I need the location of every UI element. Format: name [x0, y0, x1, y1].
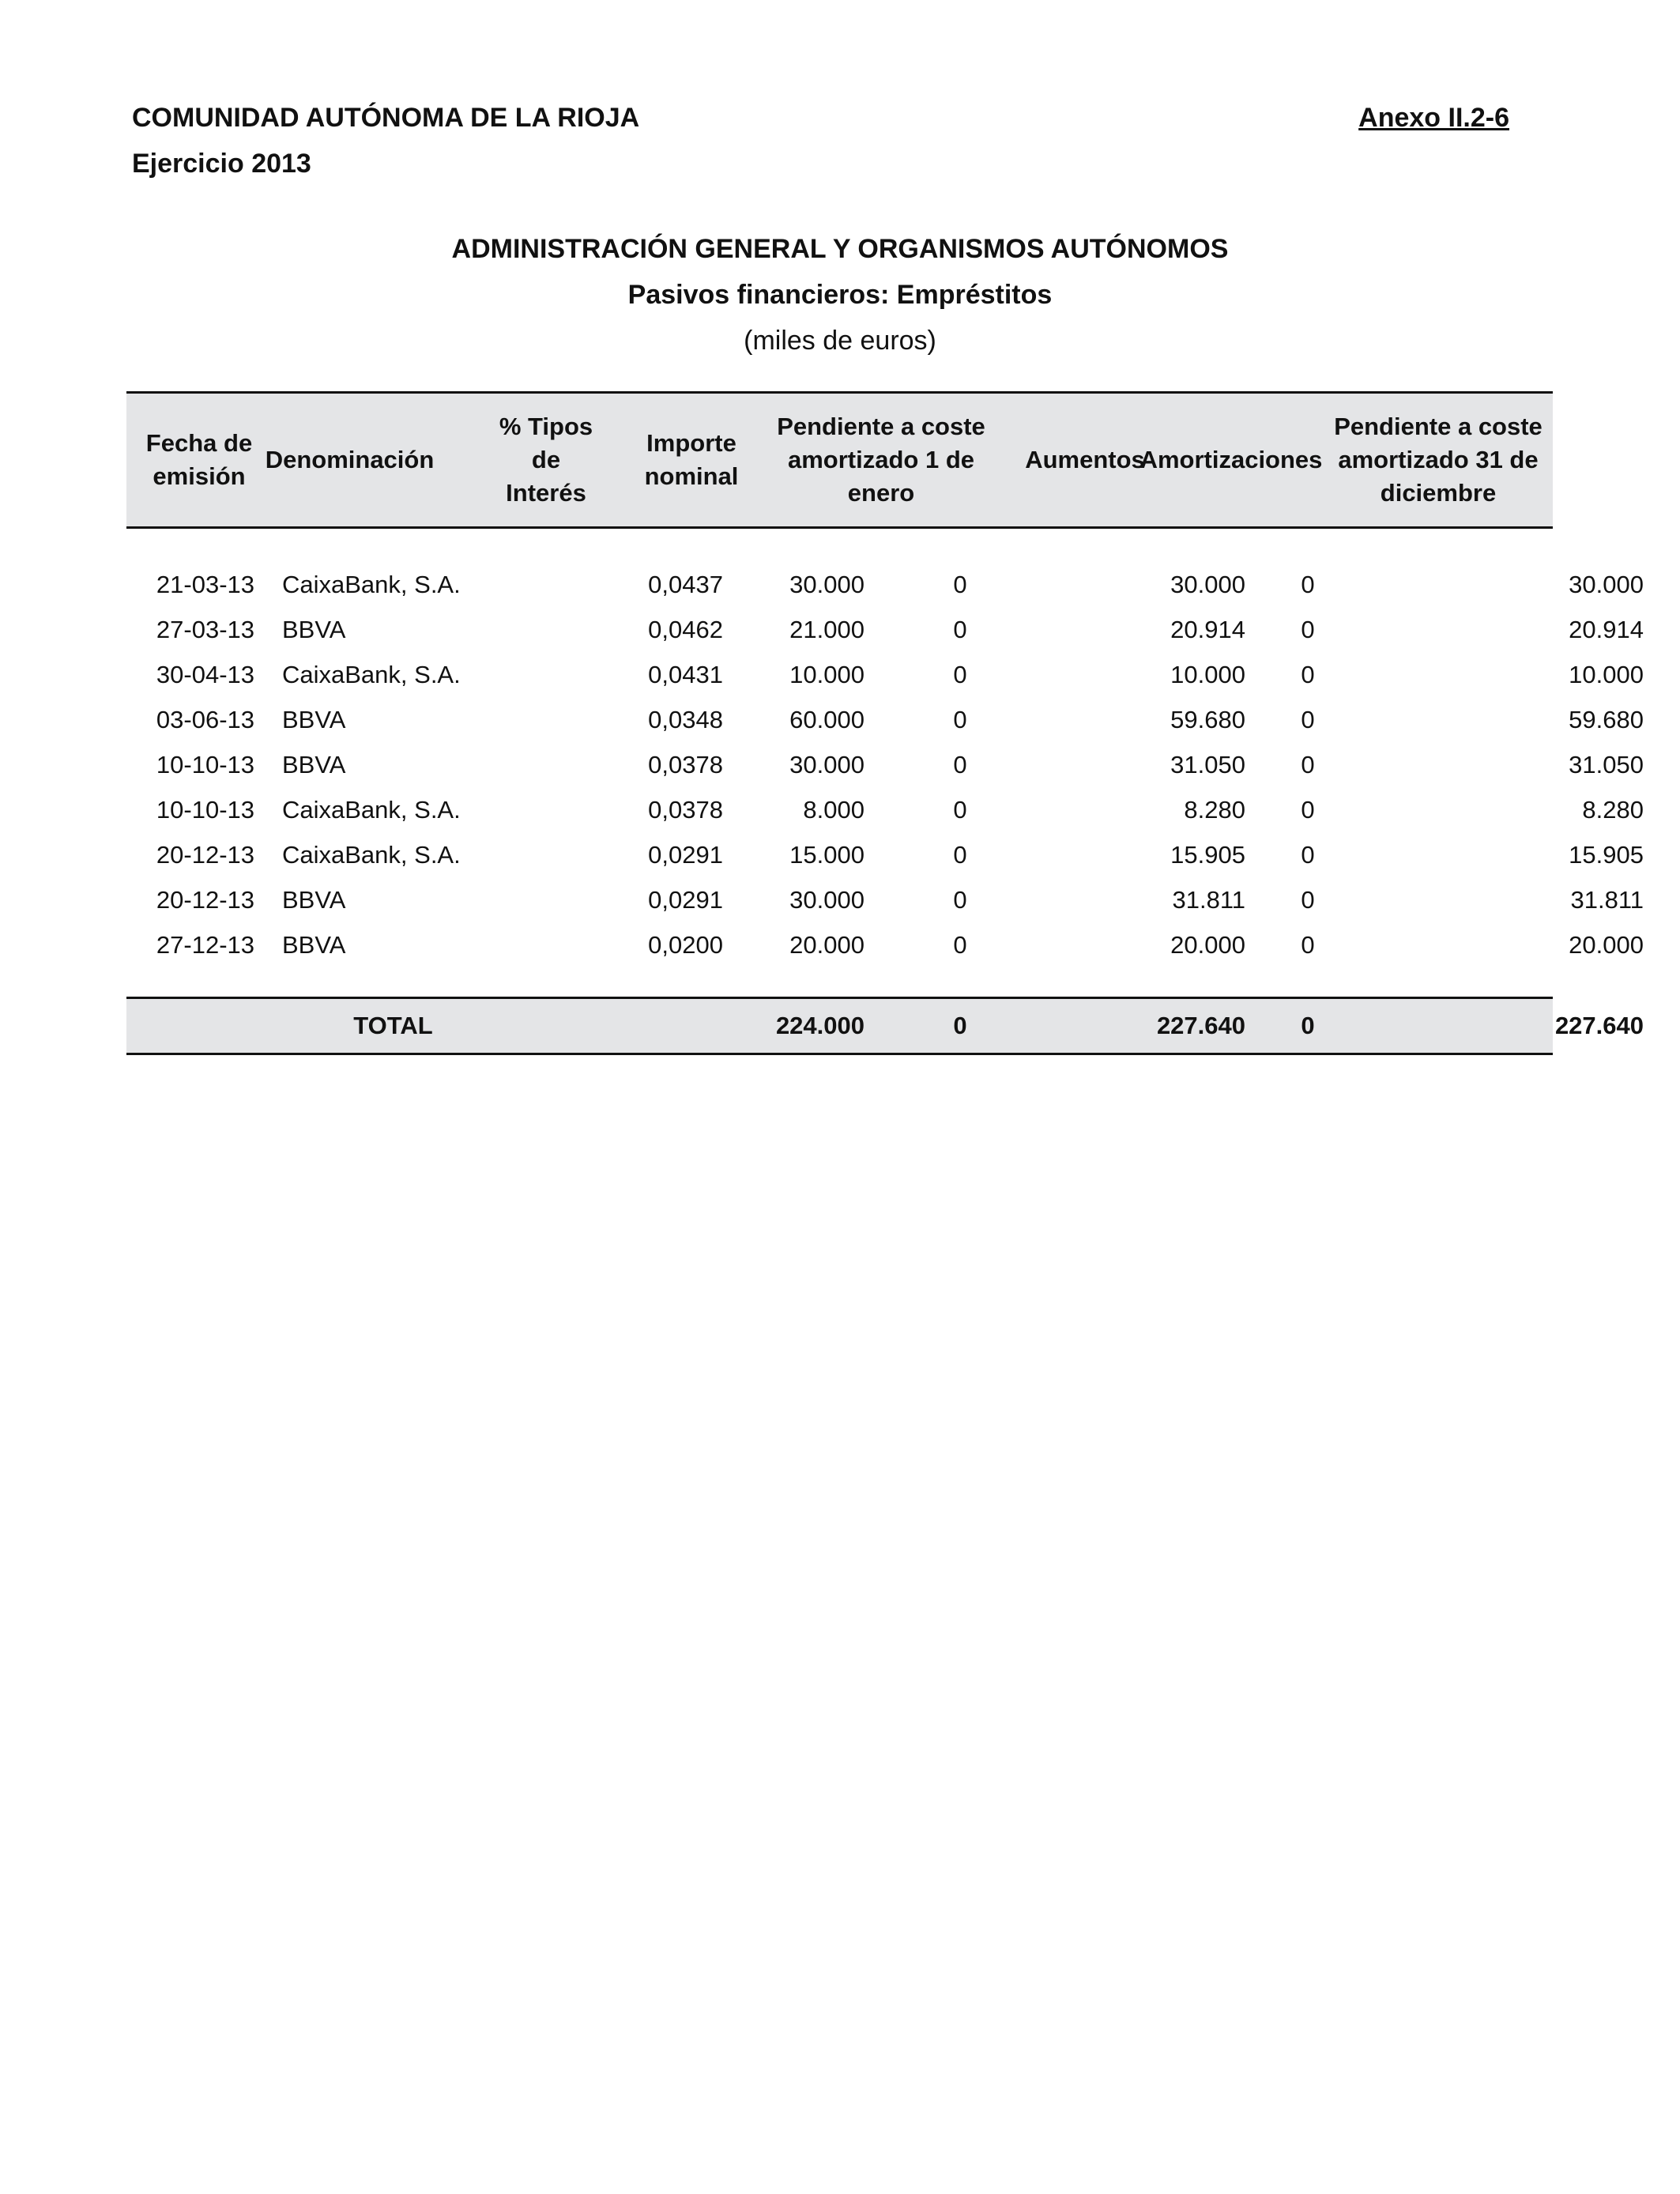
table-row — [126, 922, 1644, 967]
cell-fecha: 21-03-13 — [156, 571, 254, 598]
cell-pendiente-fin: 31.050 — [1569, 751, 1644, 778]
cell-importe: 15.000 — [789, 841, 864, 869]
cell-aumentos: 31.050 — [1170, 751, 1245, 778]
cell-amortizaciones: 0 — [1301, 751, 1315, 778]
loans-table — [126, 391, 1644, 1055]
document-titles — [0, 226, 1680, 364]
cell-pendiente-fin: 20.000 — [1569, 931, 1644, 959]
table-header — [126, 391, 1553, 529]
cell-pendiente-inicio: 0 — [953, 571, 967, 598]
cell-amortizaciones: 0 — [1301, 571, 1315, 598]
table-row — [126, 877, 1644, 922]
cell-tipo: 0,0291 — [648, 841, 723, 869]
cell-importe: 60.000 — [789, 706, 864, 733]
subtitle: Pasivos financieros: Empréstitos — [627, 280, 1053, 310]
table-row — [126, 787, 1644, 832]
cell-amortizaciones: 0 — [1301, 661, 1315, 688]
cell-aumentos: 20.000 — [1170, 931, 1245, 959]
cell-amortizaciones: 0 — [1301, 886, 1315, 914]
col-header-amortizaciones: Amortizaciones — [1139, 446, 1323, 473]
total-label: TOTAL — [353, 1012, 433, 1039]
cell-pendiente-inicio: 0 — [953, 931, 967, 959]
cell-tipo: 0,0437 — [648, 571, 723, 598]
cell-pendiente-fin: 31.811 — [1570, 886, 1644, 914]
exercise-year: Ejercicio 2013 — [132, 149, 311, 179]
cell-fecha: 30-04-13 — [156, 661, 254, 688]
cell-aumentos: 59.680 — [1170, 706, 1245, 733]
cell-importe: 30.000 — [789, 751, 864, 778]
cell-fecha: 27-03-13 — [156, 616, 254, 643]
col-header-pendiente-fin: Pendiente a coste amortizado 31 de diciembre — [1334, 413, 1543, 507]
table-row — [126, 697, 1644, 742]
cell-importe: 30.000 — [789, 571, 864, 598]
cell-amortizaciones: 0 — [1301, 796, 1315, 824]
cell-importe: 30.000 — [789, 886, 864, 914]
cell-tipo: 0,0462 — [648, 616, 723, 643]
cell-denominacion: BBVA — [282, 751, 346, 778]
cell-pendiente-fin: 59.680 — [1569, 706, 1644, 733]
cell-amortizaciones: 0 — [1301, 931, 1315, 959]
cell-pendiente-inicio: 0 — [953, 661, 967, 688]
cell-aumentos: 10.000 — [1170, 661, 1245, 688]
cell-tipo: 0,0348 — [648, 706, 723, 733]
annex-label: Anexo II.2-6 — [1358, 103, 1509, 133]
entity-name: COMUNIDAD AUTÓNOMA DE LA RIOJA — [132, 103, 640, 133]
cell-pendiente-fin: 20.914 — [1569, 616, 1644, 643]
cell-fecha: 27-12-13 — [156, 931, 254, 959]
cell-fecha: 03-06-13 — [156, 706, 254, 733]
cell-importe: 20.000 — [789, 931, 864, 959]
cell-pendiente-inicio: 0 — [953, 616, 967, 643]
cell-tipo: 0,0200 — [648, 931, 723, 959]
table-body — [126, 529, 1644, 967]
col-header-aumentos: Aumentos — [1025, 446, 1145, 473]
col-header-denominacion: Denominación — [265, 446, 435, 473]
cell-tipo: 0,0431 — [648, 661, 723, 688]
col-header-importe: Importe nominal — [644, 429, 739, 490]
cell-denominacion: BBVA — [282, 886, 346, 914]
cell-pendiente-inicio: 0 — [953, 841, 967, 869]
col-header-tipos: % Tipos de Interés — [499, 413, 593, 507]
cell-aumentos: 30.000 — [1170, 571, 1245, 598]
cell-pendiente-inicio: 0 — [953, 706, 967, 733]
units-note: (miles de euros) — [744, 326, 936, 356]
cell-tipo: 0,0378 — [648, 751, 723, 778]
cell-denominacion: CaixaBank, S.A. — [282, 661, 461, 688]
cell-denominacion: CaixaBank, S.A. — [282, 841, 461, 869]
cell-denominacion: BBVA — [282, 616, 346, 643]
cell-fecha: 20-12-13 — [156, 886, 254, 914]
cell-aumentos: 20.914 — [1170, 616, 1245, 643]
total-amortizaciones: 0 — [1301, 1012, 1315, 1039]
cell-pendiente-fin: 30.000 — [1569, 571, 1644, 598]
cell-denominacion: CaixaBank, S.A. — [282, 796, 461, 824]
col-header-fecha: Fecha de emisión — [145, 429, 253, 490]
cell-importe: 10.000 — [789, 661, 864, 688]
cell-amortizaciones: 0 — [1301, 841, 1315, 869]
cell-pendiente-inicio: 0 — [953, 796, 967, 824]
cell-tipo: 0,0291 — [648, 886, 723, 914]
cell-pendiente-fin: 15.905 — [1569, 841, 1644, 869]
cell-denominacion: CaixaBank, S.A. — [282, 571, 461, 598]
cell-pendiente-fin: 8.280 — [1582, 796, 1644, 824]
cell-importe: 21.000 — [789, 616, 864, 643]
cell-pendiente-inicio: 0 — [953, 886, 967, 914]
document-header — [132, 95, 639, 187]
main-title: ADMINISTRACIÓN GENERAL Y ORGANISMOS AUTÓNOMOS — [451, 234, 1229, 264]
cell-aumentos: 15.905 — [1170, 841, 1245, 869]
total-importe: 224.000 — [775, 1012, 864, 1039]
cell-aumentos: 8.280 — [1184, 796, 1245, 824]
cell-denominacion: BBVA — [282, 706, 346, 733]
table-row — [126, 562, 1644, 607]
cell-pendiente-fin: 10.000 — [1569, 661, 1644, 688]
table-row — [126, 742, 1644, 787]
cell-aumentos: 31.811 — [1172, 886, 1245, 914]
total-row — [126, 997, 1644, 1055]
cell-importe: 8.000 — [803, 796, 864, 824]
total-pendiente-fin: 227.640 — [1554, 1012, 1644, 1039]
cell-pendiente-inicio: 0 — [953, 751, 967, 778]
cell-fecha: 10-10-13 — [156, 751, 254, 778]
table-row — [126, 832, 1644, 877]
total-pendiente-inicio: 0 — [953, 1012, 967, 1039]
cell-fecha: 20-12-13 — [156, 841, 254, 869]
cell-tipo: 0,0378 — [648, 796, 723, 824]
table-row — [126, 652, 1644, 697]
col-header-pendiente-inicio: Pendiente a coste amortizado 1 de enero — [777, 413, 985, 507]
total-aumentos: 227.640 — [1156, 1012, 1245, 1039]
cell-fecha: 10-10-13 — [156, 796, 254, 824]
cell-amortizaciones: 0 — [1301, 706, 1315, 733]
cell-denominacion: BBVA — [282, 931, 346, 959]
table-row — [126, 607, 1644, 652]
cell-amortizaciones: 0 — [1301, 616, 1315, 643]
